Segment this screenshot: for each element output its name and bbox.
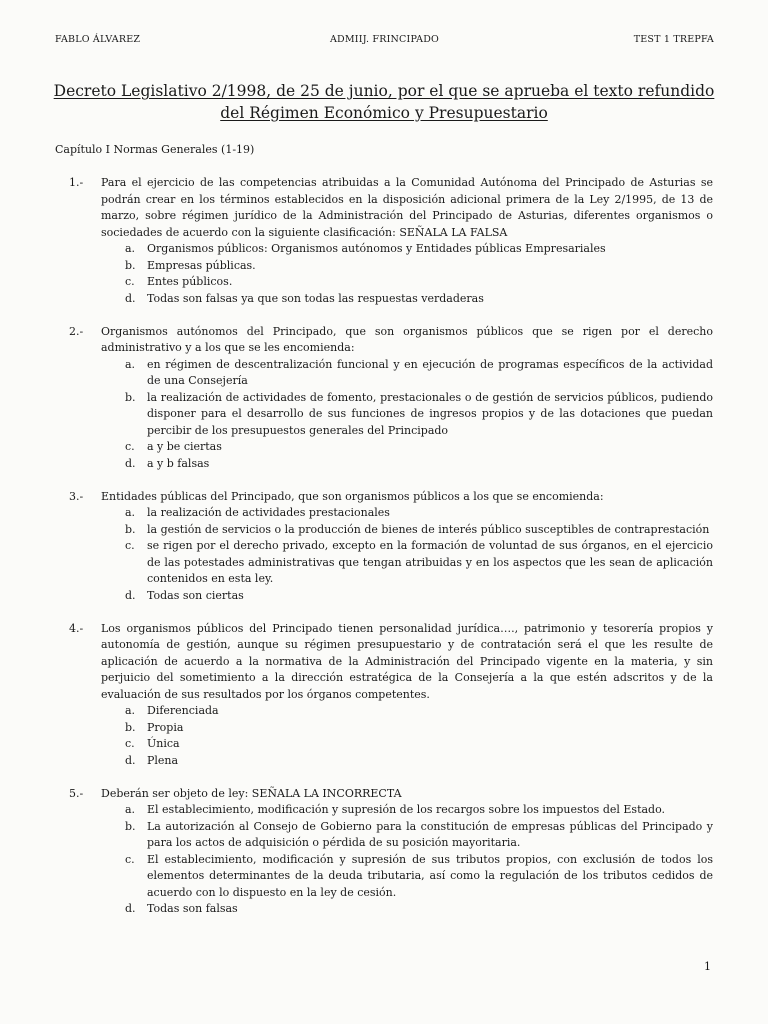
answer-option [101,736,713,753]
option-letter: d. [125,456,136,470]
chapter-heading: Capítulo I Normas Generales (1-19) [55,143,255,156]
option-letter: c. [125,440,135,453]
option-letter: b. [125,390,136,404]
answer-option [101,357,713,390]
question-text: Para el ejercicio de las competencias atribuidas a la Comunidad Autónoma del Principado de Asturias se podrán crear en los términos establecidos en la disposición adicional primera de la Ley 2/1995, de 13 de marzo, sobre régimen jurídico de la Administración del Principado de Asturias, diferentes organismos o sociedades de acuerdo con la siguiente clasificación: SEÑALA LA FALSA [101,176,713,239]
answer-options [101,703,713,769]
question-body [101,621,713,770]
answer-option [101,753,713,770]
option-letter: c. [125,275,135,288]
option-text: a y be ciertas [147,440,222,453]
answer-options [101,505,713,604]
option-letter: a. [125,242,136,255]
answer-option [101,538,713,588]
question-text: Organismos autónomos del Principado, que son organismos públicos que se rigen por el derecho administrativo y a los que se les encomienda: [101,324,713,354]
answer-option [101,819,713,852]
answer-option [101,802,713,819]
question-number: 5.- [69,786,84,800]
question-text: Deberán ser objeto de ley: SEÑALA LA INCORRECTA [101,786,402,800]
option-text: El establecimiento, modificación y supresión de sus tributos propios, con exclusión de todos los elementos determinantes de la deuda tributaria, así como la regulación de los tributos cedidos de acuerdo con lo dispuesto en la ley de cesión. [147,852,713,899]
option-text: Todas son ciertas [147,588,244,602]
answer-option [101,522,713,539]
answer-option [101,241,713,258]
question-number: 1.- [69,176,84,189]
question-text: Entidades públicas del Principado, que son organismos públicos a los que se encomienda: [101,489,604,503]
option-letter: d. [125,753,136,767]
header-subject: ADMIIJ. FRINCIPADO [330,34,440,45]
option-letter: b. [125,258,136,272]
option-text: Empresas públicas. [147,258,256,272]
question-list [55,175,713,934]
question-body [101,786,713,918]
answer-option [101,703,713,720]
answer-option [101,588,713,605]
option-text: Entes públicos. [147,275,233,288]
option-letter: a. [125,704,136,717]
answer-option [101,456,713,473]
question-body [101,175,713,307]
option-letter: d. [125,902,136,915]
option-text: Propia [147,720,184,734]
option-letter: c. [125,737,135,750]
option-letter: a. [125,506,136,519]
option-text: la realización de actividades de fomento, prestacionales o de gestión de servicios públicos, pudiendo disponer para el desarrollo de sus funciones de ingresos propios y de las dotaciones que puedan percibir de los presupuestos generales del Principado [147,390,713,437]
option-letter: a. [125,803,136,816]
question-item [55,324,713,473]
option-text: La autorización al Consejo de Gobierno para la constitución de empresas públicas del Principado y para los actos de adquisición o pérdida de su posición mayoritaria. [147,819,713,849]
option-text: en régimen de descentralización funcional y en ejecución de programas específicos de la actividad de una Consejería [147,357,713,387]
answer-options [101,357,713,473]
question-text: Los organismos públicos del Principado tienen personalidad jurídica…., patrimonio y tesorería propios y autonomía de gestión, aunque su régimen presupuestario y de contratación será el que les resulte de aplicación de acuerdo a la normativa de la Administración del Principado vigente en la materia, y sin perjuicio del sometimiento a la dirección estratégica de la Consejería a la que estén adscritos y de la evaluación de sus resultados por los órganos competentes. [101,621,713,701]
page-number: 1 [704,960,711,973]
question-number: 4.- [69,621,84,635]
option-letter: a. [125,357,136,371]
question-number: 3.- [69,489,84,503]
answer-options [101,241,713,307]
answer-option [101,390,713,440]
answer-option [101,505,713,522]
option-letter: b. [125,522,136,536]
header-author: FABLO ÁLVAREZ [55,34,141,45]
answer-options [101,802,713,918]
question-item [55,175,713,307]
option-text: Diferenciada [147,704,219,717]
question-item [55,786,713,918]
answer-option [101,720,713,737]
option-letter: c. [125,852,135,866]
question-item [55,489,713,605]
question-number: 2.- [69,324,84,338]
option-letter: d. [125,588,136,602]
option-text: se rigen por el derecho privado, excepto en la formación de voluntad de sus órganos, en el ejercicio de las potestades administrativas que tengan atribuidas y en los aspectos que les sean de aplicación contenidos en esta ley. [147,539,713,585]
answer-option [101,439,713,456]
option-text: Todas son falsas [147,902,238,915]
answer-option [101,274,713,291]
option-letter: c. [125,539,135,552]
document-title: Decreto Legislativo 2/1998, de 25 de junio, por el que se aprueba el texto refundido del Régimen Económico y Presupuestario [53,82,715,122]
option-text: la realización de actividades prestacionales [147,506,390,519]
question-body [101,489,713,605]
option-letter: b. [125,819,136,833]
option-text: Organismos públicos: Organismos autónomos y Entidades públicas Empresariales [147,242,606,255]
option-text: Única [147,737,180,750]
header-test-id: TEST 1 TREPFA [633,34,714,45]
option-letter: b. [125,720,136,734]
option-text: la gestión de servicios o la producción de bienes de interés público susceptibles de contraprestación [147,522,710,536]
answer-option [101,901,713,918]
option-text: a y b falsas [147,456,210,470]
answer-option [101,291,713,308]
option-text: El establecimiento, modificación y supresión de los recargos sobre los impuestos del Estado. [147,803,666,816]
option-letter: d. [125,291,136,305]
question-body [101,324,713,473]
question-item [55,621,713,770]
option-text: Plena [147,753,179,767]
answer-option [101,258,713,275]
option-text: Todas son falsas ya que son todas las respuestas verdaderas [147,291,484,305]
answer-option [101,852,713,902]
